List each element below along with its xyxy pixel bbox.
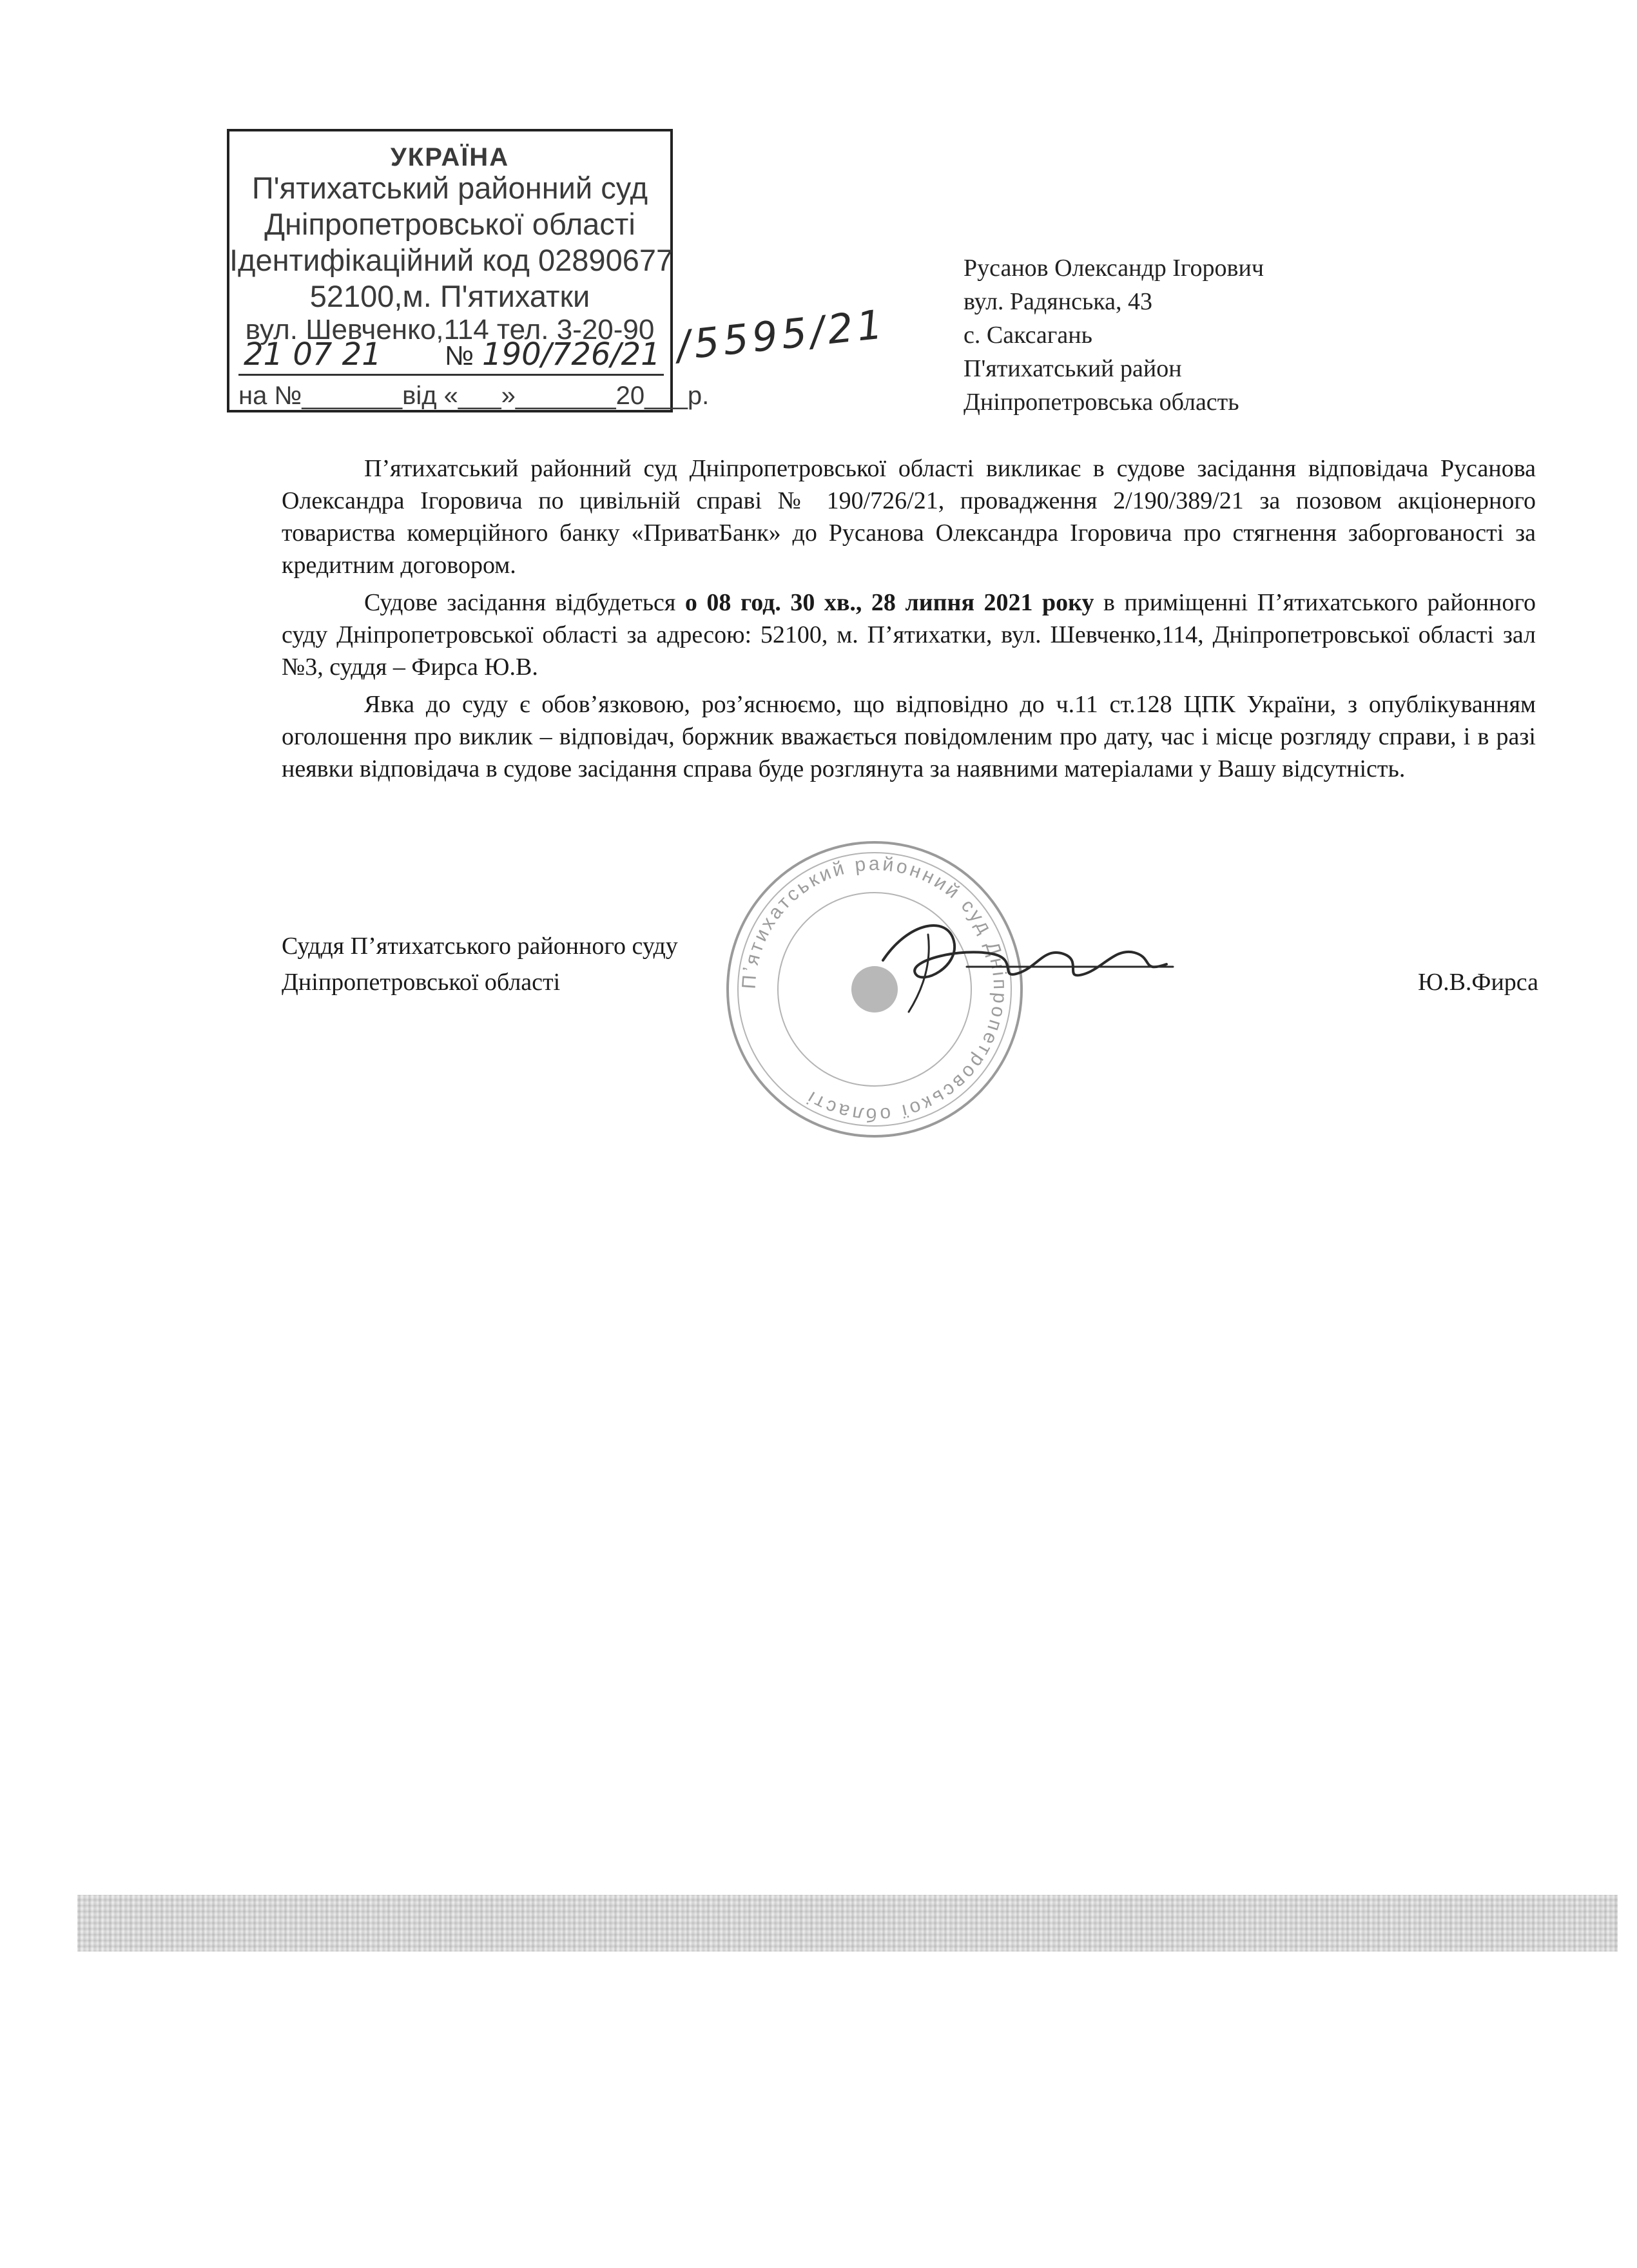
hearing-location: в приміщенні П’ятихатського районного суду Дніпропетровської області за адресою: 52100, м. П’ятихатки, вул. Шевченко,114, Дніпропетровської області зал №3, суддя – Фирса Ю.В.	[282, 589, 1536, 681]
addressee-street: вул. Радянська, 43	[964, 288, 1153, 315]
stamp-region: Дніпропетровської області	[264, 207, 635, 241]
signature-title-line2: Дніпропетровської області	[282, 969, 561, 996]
stamp-court-name: П'ятихатський районний суд	[251, 171, 648, 205]
addressee-block	[964, 251, 1264, 419]
summons-paragraph-3: Явка до суду є обов’язковою, роз’яснюємо, що відповідно до ч.11 ст.128 ЦПК України, з опублікуванням оголошення про виклик – відповідач, боржник вважається повідомленим про дату, час і місце розгляду справи, і в разі неявки відповідача в судове засідання справа буде розглянута за наявними матеріалами у Вашу відсутність.	[282, 691, 1536, 782]
stamp-country: УКРАЇНА	[390, 143, 510, 171]
outgoing-number-value: 5595/21	[691, 300, 889, 367]
stamp-id-code: Ідентифікаційний код 02890677	[229, 243, 673, 277]
hearing-intro: Судове засідання відбудеться	[364, 589, 685, 616]
stamp-date-number-line	[238, 335, 664, 376]
hearing-datetime: о 08 год. 30 хв., 28 липня 2021 року	[684, 589, 1094, 616]
stamp-postal-address: 52100,м. П'ятихатки	[309, 279, 590, 313]
addressee-village: с. Саксагань	[964, 322, 1092, 349]
stamp-case-number: 190/726/21	[482, 336, 661, 373]
judge-name: Ю.В.Фирса	[1418, 969, 1538, 996]
scan-noise-strip	[77, 1895, 1618, 1952]
signature-title-line1: Суддя П’ятихатського районного суду	[282, 933, 678, 960]
stamp-street-phone: вул. Шевченко,114 тел. 3-20-90	[245, 314, 655, 345]
summons-body	[282, 452, 1536, 790]
addressee-region: Дніпропетровська область	[964, 389, 1239, 416]
outgoing-number: /5595/21	[674, 300, 889, 369]
addressee-name: Русанов Олександр Ігорович	[964, 255, 1264, 282]
addressee-district: П'ятихатський район	[964, 355, 1182, 382]
summons-paragraph-1: П’ятихатський районний суд Дніпропетровської області викликає в судове засідання відповідача Русанова Олександра Ігоровича по цивільній справі № 190/726/21, провадження 2/190/389/21 за позовом акціонерного товариства комерційного банку «ПриватБанк» до Русанова Олександра Ігоровича про стягнення заборгованості за кредитним договором.	[282, 455, 1536, 579]
seal-ring-text: Пʼятихатський районний суд Дніпропетровської області	[738, 853, 1011, 1126]
signature-block	[282, 928, 1538, 1000]
stamp-date: 21 07 21	[244, 336, 382, 373]
registration-stamp	[227, 129, 710, 412]
stamp-reply-line: на №_______від «___»_______20___р.	[238, 382, 710, 410]
summons-paragraph-2	[282, 586, 1536, 683]
stamp-number-label: №	[445, 340, 474, 371]
